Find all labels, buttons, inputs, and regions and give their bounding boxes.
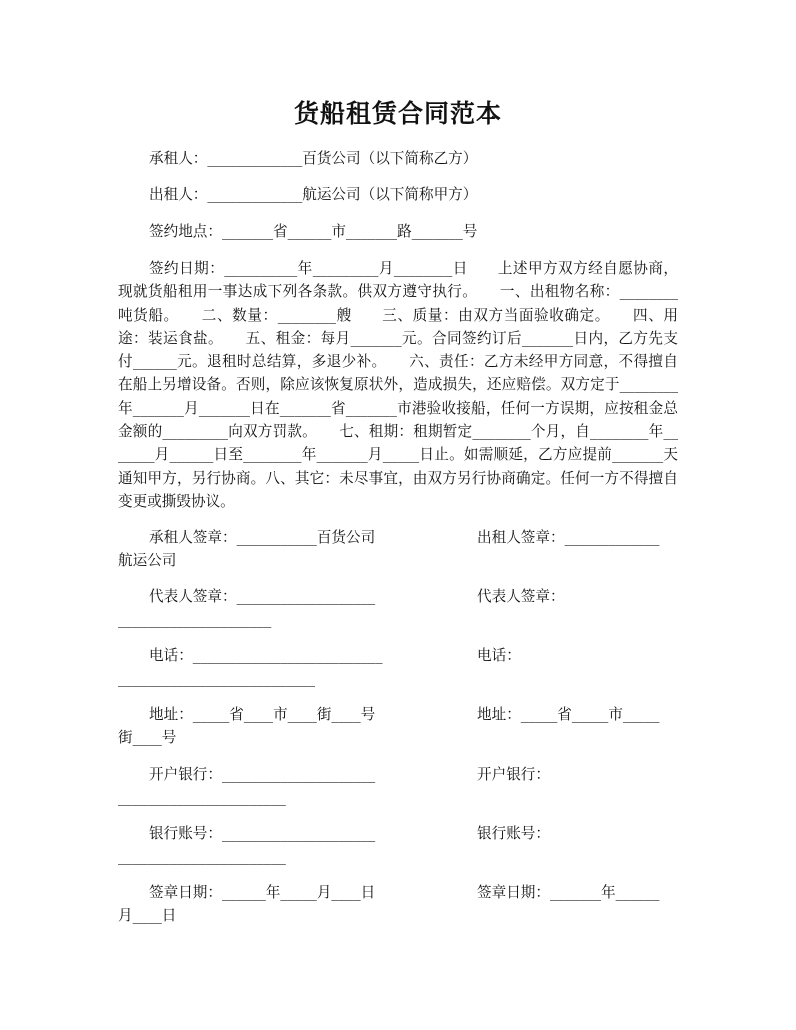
- lessor-bank-field: 开户银行：: [477, 766, 550, 783]
- lessor-phone-continuation: ___________________________: [118, 670, 316, 687]
- lessee-line: 承租人：_____________百货公司（以下简称乙方）: [149, 150, 478, 167]
- phone-row: [118, 645, 678, 693]
- lessor-account-field: 银行账号：: [477, 825, 550, 842]
- lessee-account-field: 银行账号：_____________________: [149, 825, 376, 842]
- lessor-date-continuation: 月____日: [118, 907, 177, 924]
- lessor-rep-continuation: _____________________: [118, 611, 272, 628]
- representative-row: [118, 586, 678, 634]
- lessee-rep-field: 代表人签章：___________________: [149, 588, 376, 605]
- lessee-bank-field: 开户银行：_____________________: [149, 766, 376, 783]
- lessee-date-field: 签章日期：______年_____月____日: [149, 884, 376, 901]
- document-title: 货船租赁合同范本: [293, 99, 502, 128]
- lessor-address-field: 地址：_____省_____市_____: [477, 706, 660, 723]
- address-row: [118, 704, 678, 752]
- lessor-seal-field: 出租人签章：_____________: [477, 529, 660, 546]
- lessor-date-field: 签章日期：_______年______: [477, 884, 660, 901]
- lessor-address-continuation: 街____号: [118, 729, 177, 746]
- lessor-rep-field: 代表人签章：: [477, 588, 565, 605]
- lessor-bank-continuation: _______________________: [118, 789, 286, 806]
- lessee-phone-field: 电话：__________________________: [149, 647, 383, 664]
- signing-place-line: 签约地点：_______省______市_______路_______号: [149, 223, 478, 240]
- contract-terms-paragraph: 签约日期：__________年_________月________日 上述甲方双方经自愿协商，现就货船租用一事达成下列各条款。供双方遵守执行。 一、出租物名称：________吨货船。 二、数量：________艘 三、质量：由双方当面验收确定。 四、用途：装运食盐。 五、租金：每月_______元。合同签约订后_______日内，乙方先支付______元。退租时总结算，多退少补。 六、责任：乙方未经甲方同意，不得擅自在船上另增设备。否则，除应该恢复原状外，造成损失，还应赔偿。双方定于________年_______月_______日在_______省_______市港验收接船，任何一方误期，应按租金总金额的_________向双方罚款。 七、租期：租期暂定________个月，自________年_______月______日至________年_______月_____日止。如需顺延，乙方应提前_______天通知甲方，另行协商。八、其它：未尽事宜，由双方另行协商确定。任何一方不得擅自变更或撕毁协议。: [118, 260, 678, 510]
- bank-row: [118, 764, 678, 812]
- lessee-address-field: 地址：_____省____市____街____号: [149, 706, 376, 723]
- lessor-phone-field: 电话：: [477, 647, 521, 664]
- lessor-seal-continuation: 航运公司: [118, 552, 177, 569]
- lessor-line: 出租人：_____________航运公司（以下简称甲方）: [149, 186, 478, 203]
- account-row: [118, 823, 678, 871]
- lessee-seal-field: 承租人签章：___________百货公司: [149, 529, 376, 546]
- date-row: [118, 882, 678, 930]
- seal-row: [118, 527, 678, 575]
- lessor-account-continuation: _______________________: [118, 848, 286, 865]
